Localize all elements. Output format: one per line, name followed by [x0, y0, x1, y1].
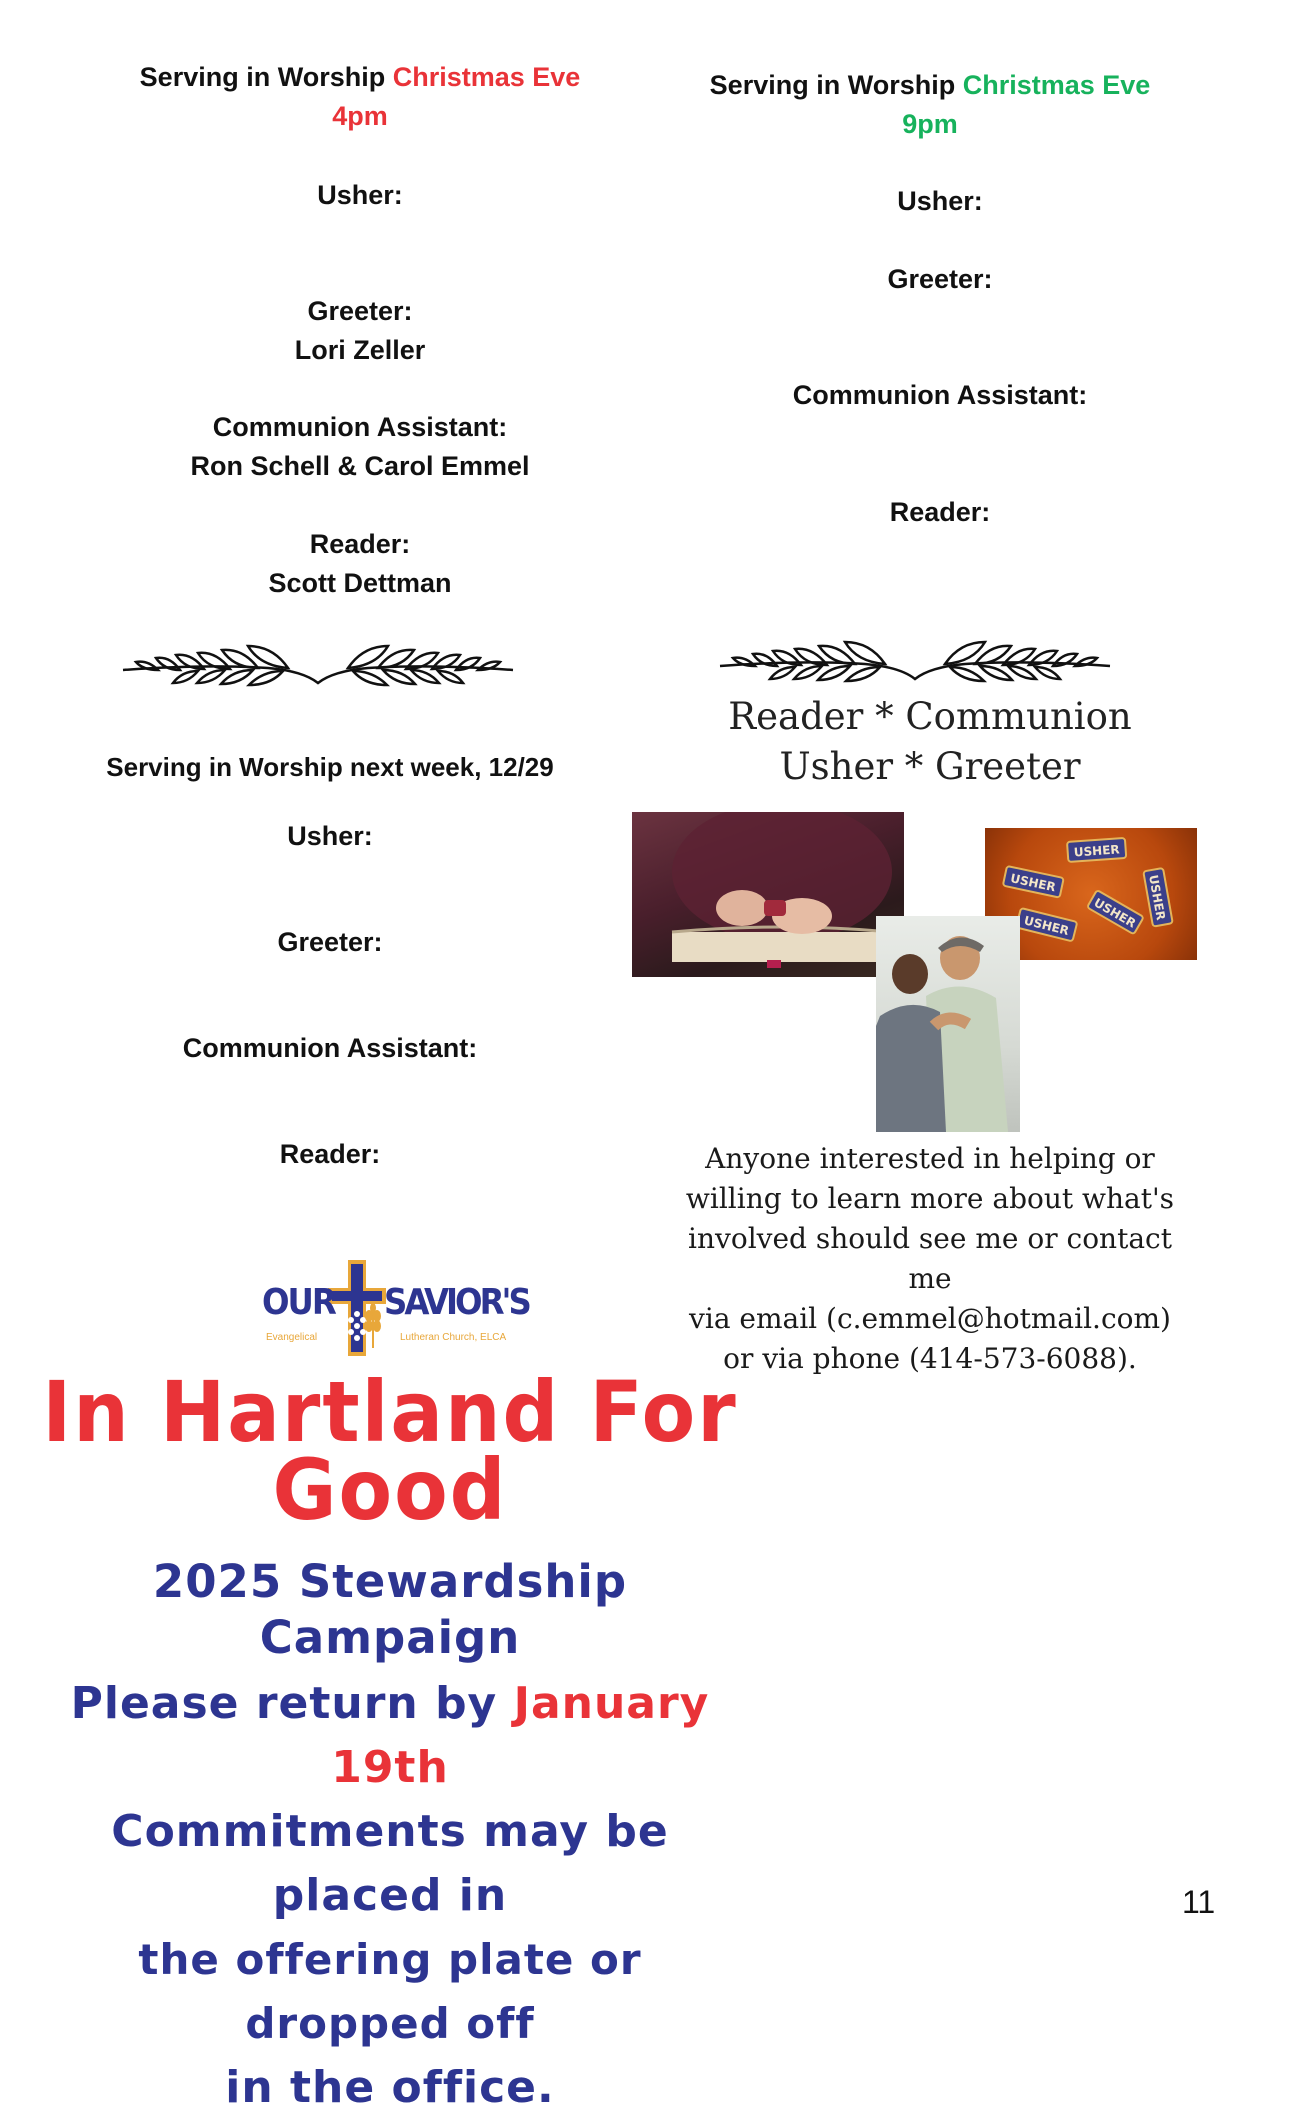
- greeter-label: Greeter:: [307, 296, 413, 326]
- return-prefix: Please return by: [70, 1678, 498, 1729]
- communion-label: Communion Assistant:: [212, 412, 508, 442]
- communion-photo: [632, 812, 904, 977]
- serving-christmas-eve-9pm: [680, 66, 1180, 144]
- laurel-divider-icon: [118, 628, 518, 698]
- campaign-title-line-1: In Hartland For: [42, 1364, 738, 1462]
- heading-prefix: Serving in Worship: [709, 70, 956, 100]
- return-line: [30, 1672, 750, 1800]
- communion-label: Communion Assistant:: [182, 1033, 478, 1063]
- campaign-subtitle: 2025 Stewardship Campaign: [152, 1555, 628, 1664]
- campaign-title-line-2: Good: [272, 1442, 508, 1540]
- return-line-4: in the office.: [225, 2062, 555, 2113]
- roles-line-2: Usher * Greeter: [779, 745, 1081, 788]
- wheat-icon: [362, 1304, 384, 1348]
- reader-name: Scott Dettman: [268, 568, 452, 598]
- badge-label: USHER: [1146, 873, 1168, 922]
- return-date: January 19th: [331, 1678, 710, 1793]
- reader-label: Reader:: [279, 1139, 381, 1169]
- heading-9pm: [680, 66, 1180, 105]
- campaign-title: [30, 1364, 750, 1540]
- usher-label: Usher:: [317, 180, 403, 210]
- heading-event: Christmas Eve: [392, 62, 581, 92]
- badge-label: USHER: [1009, 871, 1057, 895]
- return-line-2: Commitments may be placed in: [111, 1806, 669, 1921]
- greeter-photo: [876, 916, 1020, 1132]
- page-number: 11: [1182, 1884, 1216, 1920]
- next-week-heading: Serving in Worship next week, 12/29: [106, 752, 554, 782]
- usher-label: Usher:: [287, 821, 373, 851]
- contact-line: Anyone interested in helping or: [705, 1142, 1155, 1175]
- contact-line: involved should see me or contact: [688, 1222, 1172, 1255]
- serving-christmas-eve-4pm: [120, 58, 600, 136]
- usher-label: Usher:: [897, 186, 983, 216]
- badge-label: USHER: [1091, 895, 1139, 931]
- communion-names: Ron Schell & Carol Emmel: [190, 451, 530, 481]
- campaign-return-block: [30, 1672, 750, 2120]
- roles-line-1: Reader * Communion: [728, 695, 1132, 738]
- return-line-3: the offering plate or dropped off: [138, 1935, 642, 2048]
- greeting-people-icon: [876, 916, 1020, 1132]
- logo-word-right: SAVIOR'S: [384, 1282, 529, 1323]
- heading-time: 9pm: [902, 109, 958, 139]
- heading-prefix: Serving in Worship: [139, 62, 386, 92]
- reader-label: Reader:: [309, 529, 411, 559]
- contact-email[interactable]: via email (c.emmel@hotmail.com): [689, 1302, 1171, 1335]
- badge-label: USHER: [1073, 842, 1121, 860]
- communion-scene-icon: [632, 812, 904, 977]
- greeter-name: Lori Zeller: [294, 335, 426, 365]
- contact-line: willing to learn more about what's: [685, 1182, 1175, 1215]
- contact-block: [660, 1139, 1200, 1379]
- badge-label: USHER: [1022, 913, 1071, 939]
- contact-phone[interactable]: or via phone (414-573-6088).: [723, 1342, 1137, 1375]
- heading-event: Christmas Eve: [962, 70, 1151, 100]
- greeter-label: Greeter:: [277, 927, 383, 957]
- heading-time: 4pm: [332, 101, 388, 131]
- logo-sub-right: Lutheran Church, ELCA: [400, 1332, 507, 1343]
- contact-line: me: [908, 1262, 952, 1295]
- heading-4pm: [120, 58, 600, 97]
- laurel-divider-icon: [715, 624, 1115, 694]
- logo-sub-left: Evangelical: [266, 1332, 318, 1343]
- communion-label: Communion Assistant:: [792, 380, 1088, 410]
- reader-label: Reader:: [889, 497, 991, 527]
- logo-word-left: OUR: [262, 1282, 335, 1323]
- greeter-label: Greeter:: [887, 264, 993, 294]
- church-logo: [262, 1260, 529, 1358]
